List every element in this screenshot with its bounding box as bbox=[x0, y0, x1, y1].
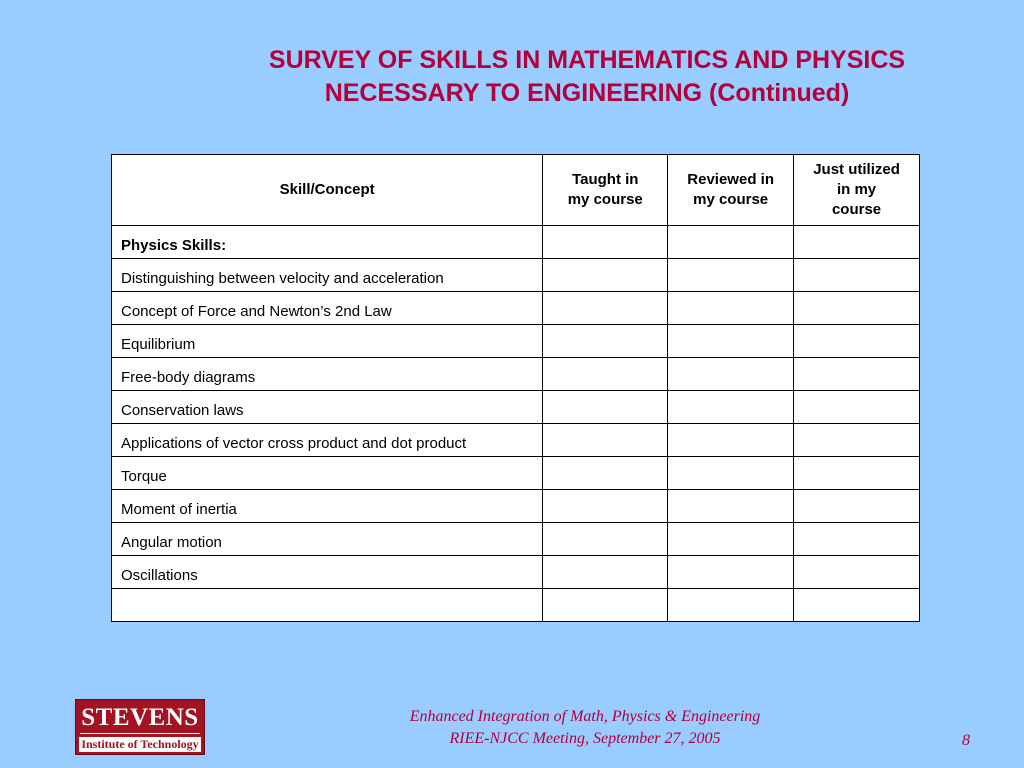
skill-cell: Physics Skills: bbox=[112, 226, 543, 259]
utilized-cell bbox=[794, 358, 920, 391]
skill-cell: Moment of inertia bbox=[112, 490, 543, 523]
utilized-cell bbox=[794, 226, 920, 259]
table-row bbox=[112, 325, 920, 358]
stevens-logo bbox=[75, 699, 205, 755]
reviewed-cell bbox=[668, 358, 794, 391]
skills-survey-table bbox=[111, 154, 920, 622]
skill-cell: Applications of vector cross product and dot product bbox=[112, 424, 543, 457]
skill-cell: Equilibrium bbox=[112, 325, 543, 358]
taught-cell bbox=[543, 424, 668, 457]
utilized-cell bbox=[794, 292, 920, 325]
skill-cell bbox=[112, 589, 543, 622]
utilized-cell bbox=[794, 259, 920, 292]
table-row bbox=[112, 358, 920, 391]
reviewed-cell bbox=[668, 424, 794, 457]
utilized-cell bbox=[794, 325, 920, 358]
title-line-2: NECESSARY TO ENGINEERING (Continued) bbox=[324, 79, 850, 107]
utilized-cell bbox=[794, 391, 920, 424]
skill-cell: Torque bbox=[112, 457, 543, 490]
page-number: 8 bbox=[962, 732, 970, 749]
reviewed-cell bbox=[668, 556, 794, 589]
skill-cell: Oscillations bbox=[112, 556, 543, 589]
skill-cell: Conservation laws bbox=[112, 391, 543, 424]
table-row bbox=[112, 490, 920, 523]
skill-cell: Angular motion bbox=[112, 523, 543, 556]
skill-cell: Concept of Force and Newton’s 2nd Law bbox=[112, 292, 543, 325]
skill-cell: Distinguishing between velocity and acceleration bbox=[112, 259, 543, 292]
taught-cell bbox=[543, 490, 668, 523]
reviewed-cell bbox=[668, 292, 794, 325]
slide-title bbox=[150, 44, 1024, 110]
taught-cell bbox=[543, 325, 668, 358]
footer-line-1: Enhanced Integration of Math, Physics & Engineering bbox=[409, 708, 761, 725]
taught-cell bbox=[543, 358, 668, 391]
utilized-cell bbox=[794, 523, 920, 556]
table-row bbox=[112, 457, 920, 490]
utilized-cell bbox=[794, 556, 920, 589]
reviewed-cell bbox=[668, 391, 794, 424]
utilized-cell bbox=[794, 490, 920, 523]
logo-subtitle: Institute of Technology bbox=[79, 737, 201, 752]
table-row bbox=[112, 292, 920, 325]
title-line-1: SURVEY OF SKILLS IN MATHEMATICS AND PHYSICS bbox=[268, 46, 906, 74]
taught-cell bbox=[543, 523, 668, 556]
reviewed-cell bbox=[668, 457, 794, 490]
reviewed-cell bbox=[668, 523, 794, 556]
taught-cell bbox=[543, 292, 668, 325]
logo-name: STEVENS bbox=[81, 704, 199, 731]
table-row bbox=[112, 556, 920, 589]
taught-cell bbox=[543, 391, 668, 424]
table-row bbox=[112, 589, 920, 622]
header-reviewed-in-my-course: Reviewed in my course bbox=[668, 155, 794, 226]
footer-line-2: RIEE-NJCC Meeting, September 27, 2005 bbox=[449, 730, 721, 747]
utilized-cell bbox=[794, 424, 920, 457]
reviewed-cell bbox=[668, 490, 794, 523]
header-taught-in-my-course: Taught in my course bbox=[543, 155, 668, 226]
reviewed-cell bbox=[668, 259, 794, 292]
table-row bbox=[112, 391, 920, 424]
table-header-row bbox=[112, 155, 920, 226]
skill-cell: Free-body diagrams bbox=[112, 358, 543, 391]
logo-divider bbox=[80, 733, 200, 734]
taught-cell bbox=[543, 259, 668, 292]
taught-cell bbox=[543, 556, 668, 589]
table-row bbox=[112, 226, 920, 259]
reviewed-cell bbox=[668, 589, 794, 622]
reviewed-cell bbox=[668, 226, 794, 259]
slide-footer bbox=[300, 706, 870, 750]
taught-cell bbox=[543, 457, 668, 490]
header-skill-concept: Skill/Concept bbox=[112, 155, 543, 226]
header-just-utilized-in-my-course: Just utilized in my course bbox=[794, 155, 920, 226]
taught-cell bbox=[543, 226, 668, 259]
table-row bbox=[112, 523, 920, 556]
table-row bbox=[112, 259, 920, 292]
utilized-cell bbox=[794, 457, 920, 490]
utilized-cell bbox=[794, 589, 920, 622]
reviewed-cell bbox=[668, 325, 794, 358]
taught-cell bbox=[543, 589, 668, 622]
table-row bbox=[112, 424, 920, 457]
